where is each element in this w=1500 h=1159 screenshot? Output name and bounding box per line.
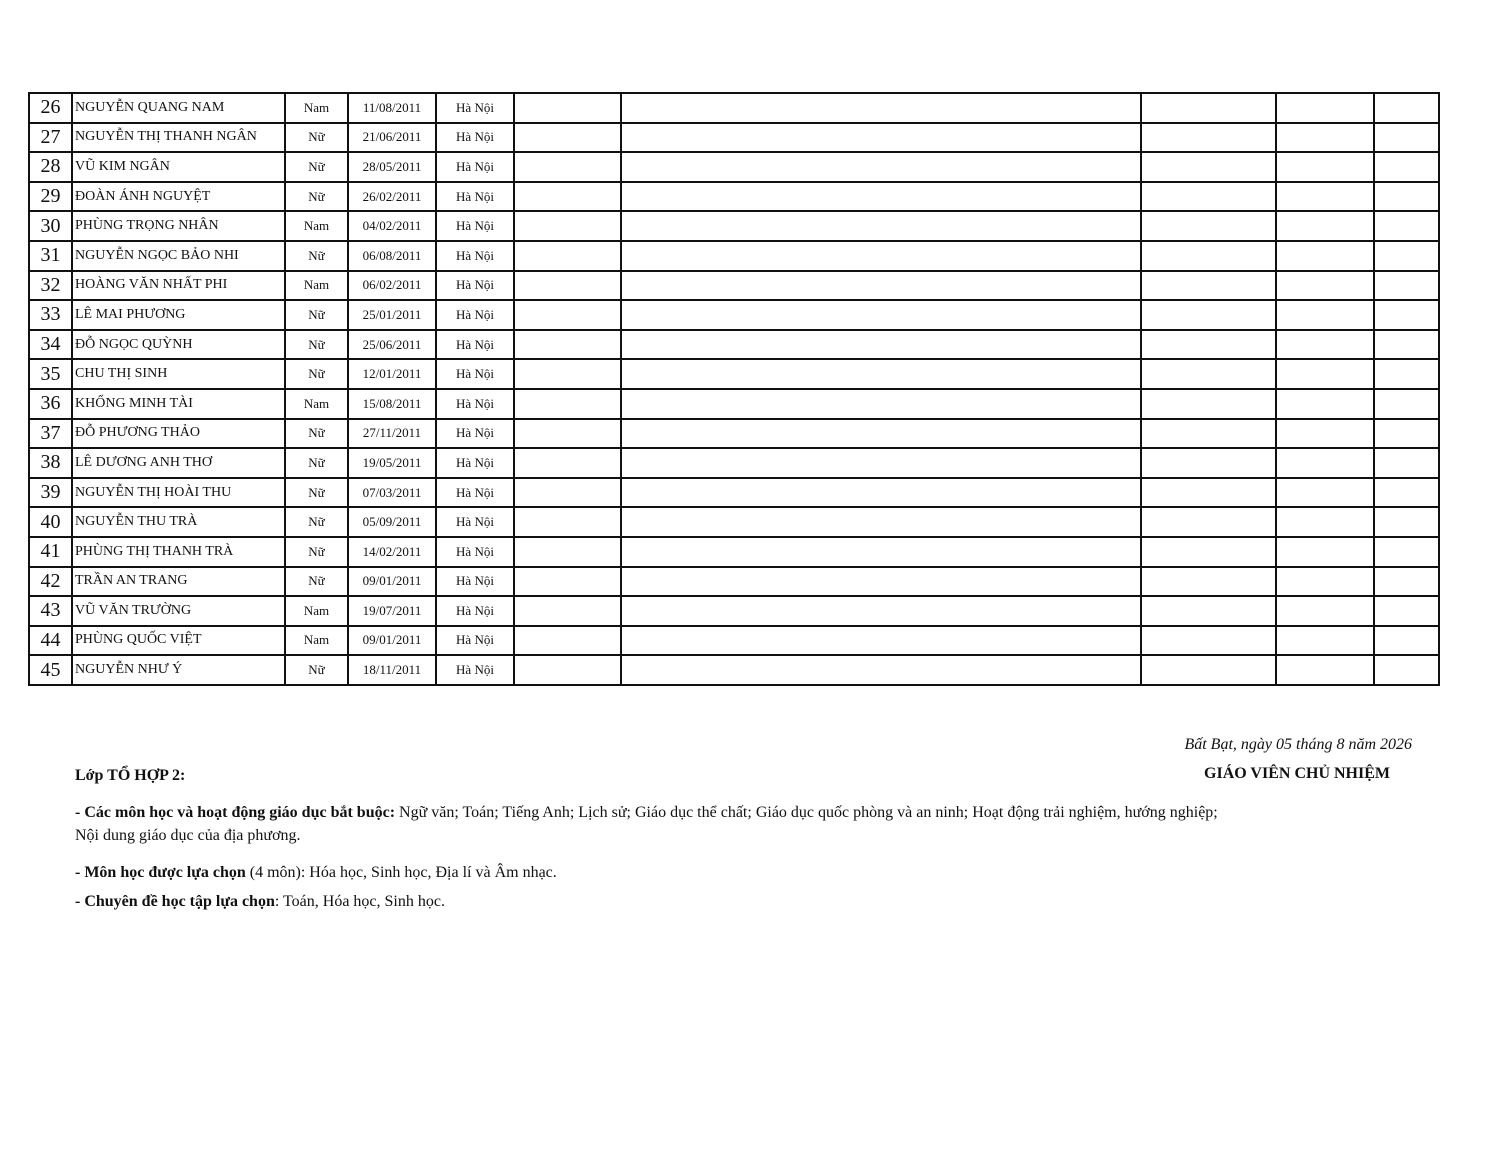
empty-cell xyxy=(514,655,621,685)
empty-cell xyxy=(621,330,1141,360)
empty-cell xyxy=(1276,567,1374,597)
student-birthdate: 06/02/2011 xyxy=(348,271,436,301)
row-number: 35 xyxy=(29,359,72,389)
student-name: LÊ MAI PHƯƠNG xyxy=(72,300,285,330)
student-name: NGUYỄN THU TRÀ xyxy=(72,507,285,537)
empty-cell xyxy=(621,211,1141,241)
student-birthplace: Hà Nội xyxy=(436,419,514,449)
student-birthdate: 25/01/2011 xyxy=(348,300,436,330)
empty-cell xyxy=(1141,330,1276,360)
row-number: 32 xyxy=(29,271,72,301)
empty-cell xyxy=(1374,300,1439,330)
class-title: Lớp TỔ HỢP 2: xyxy=(75,767,186,784)
row-number: 27 xyxy=(29,123,72,153)
empty-cell xyxy=(621,655,1141,685)
student-gender: Nữ xyxy=(285,152,348,182)
empty-cell xyxy=(1374,123,1439,153)
empty-cell xyxy=(514,537,621,567)
empty-cell xyxy=(621,123,1141,153)
empty-cell xyxy=(1374,596,1439,626)
elective-topics-note xyxy=(75,890,1235,913)
student-birthplace: Hà Nội xyxy=(436,300,514,330)
empty-cell xyxy=(1141,448,1276,478)
empty-cell xyxy=(1141,655,1276,685)
student-name: NGUYỄN NHƯ Ý xyxy=(72,655,285,685)
student-birthplace: Hà Nội xyxy=(436,330,514,360)
empty-cell xyxy=(1276,507,1374,537)
student-name: PHÙNG QUỐC VIỆT xyxy=(72,626,285,656)
empty-cell xyxy=(514,271,621,301)
student-birthdate: 12/01/2011 xyxy=(348,359,436,389)
empty-cell xyxy=(514,241,621,271)
row-number: 30 xyxy=(29,211,72,241)
empty-cell xyxy=(1374,389,1439,419)
student-birthplace: Hà Nội xyxy=(436,626,514,656)
table-row xyxy=(29,182,1439,212)
elective-subjects-lead: - Môn học được lựa chọn xyxy=(75,864,246,881)
row-number: 38 xyxy=(29,448,72,478)
empty-cell xyxy=(1374,507,1439,537)
student-name: LÊ DƯƠNG ANH THƠ xyxy=(72,448,285,478)
student-name: PHÙNG TRỌNG NHÂN xyxy=(72,211,285,241)
elective-topics-text: : Toán, Hóa học, Sinh học. xyxy=(274,893,445,910)
student-name: NGUYỄN THỊ THANH NGÂN xyxy=(72,123,285,153)
empty-cell xyxy=(514,448,621,478)
table-row xyxy=(29,93,1439,123)
student-birthplace: Hà Nội xyxy=(436,359,514,389)
empty-cell xyxy=(621,359,1141,389)
student-birthplace: Hà Nội xyxy=(436,241,514,271)
student-birthplace: Hà Nội xyxy=(436,567,514,597)
empty-cell xyxy=(621,271,1141,301)
student-name: VŨ VĂN TRƯỜNG xyxy=(72,596,285,626)
table-row xyxy=(29,537,1439,567)
student-birthplace: Hà Nội xyxy=(436,596,514,626)
empty-cell xyxy=(1276,655,1374,685)
empty-cell xyxy=(514,330,621,360)
table-row xyxy=(29,123,1439,153)
student-name: ĐỖ PHƯƠNG THẢO xyxy=(72,419,285,449)
empty-cell xyxy=(1141,596,1276,626)
empty-cell xyxy=(514,182,621,212)
empty-cell xyxy=(1276,300,1374,330)
student-birthplace: Hà Nội xyxy=(436,507,514,537)
empty-cell xyxy=(1141,241,1276,271)
empty-cell xyxy=(514,596,621,626)
empty-cell xyxy=(1276,626,1374,656)
student-birthdate: 07/03/2011 xyxy=(348,478,436,508)
empty-cell xyxy=(1374,448,1439,478)
student-birthdate: 18/11/2011 xyxy=(348,655,436,685)
empty-cell xyxy=(514,478,621,508)
row-number: 41 xyxy=(29,537,72,567)
empty-cell xyxy=(621,626,1141,656)
empty-cell xyxy=(1374,419,1439,449)
empty-cell xyxy=(1141,419,1276,449)
row-number: 43 xyxy=(29,596,72,626)
student-birthdate: 09/01/2011 xyxy=(348,626,436,656)
student-gender: Nữ xyxy=(285,359,348,389)
empty-cell xyxy=(1374,271,1439,301)
empty-cell xyxy=(621,182,1141,212)
empty-cell xyxy=(621,507,1141,537)
student-gender: Nữ xyxy=(285,300,348,330)
student-gender: Nam xyxy=(285,596,348,626)
empty-cell xyxy=(514,300,621,330)
row-number: 36 xyxy=(29,389,72,419)
table-row xyxy=(29,507,1439,537)
student-gender: Nam xyxy=(285,271,348,301)
empty-cell xyxy=(1141,300,1276,330)
empty-cell xyxy=(514,389,621,419)
student-gender: Nam xyxy=(285,211,348,241)
empty-cell xyxy=(1141,359,1276,389)
table-row xyxy=(29,152,1439,182)
empty-cell xyxy=(1374,211,1439,241)
student-birthdate: 28/05/2011 xyxy=(348,152,436,182)
empty-cell xyxy=(1276,93,1374,123)
empty-cell xyxy=(1141,537,1276,567)
student-gender: Nữ xyxy=(285,478,348,508)
table-row xyxy=(29,359,1439,389)
student-name: NGUYỄN THỊ HOÀI THU xyxy=(72,478,285,508)
empty-cell xyxy=(1374,567,1439,597)
empty-cell xyxy=(514,507,621,537)
empty-cell xyxy=(1374,93,1439,123)
student-birthdate: 05/09/2011 xyxy=(348,507,436,537)
row-number: 40 xyxy=(29,507,72,537)
empty-cell xyxy=(1276,241,1374,271)
student-birthdate: 19/07/2011 xyxy=(348,596,436,626)
table-row xyxy=(29,211,1439,241)
empty-cell xyxy=(1141,389,1276,419)
student-gender: Nam xyxy=(285,93,348,123)
student-birthdate: 26/02/2011 xyxy=(348,182,436,212)
student-gender: Nữ xyxy=(285,241,348,271)
row-number: 28 xyxy=(29,152,72,182)
row-number: 42 xyxy=(29,567,72,597)
student-table-body xyxy=(29,93,1439,685)
empty-cell xyxy=(514,93,621,123)
student-birthdate: 25/06/2011 xyxy=(348,330,436,360)
empty-cell xyxy=(621,300,1141,330)
student-name: KHỔNG MINH TÀI xyxy=(72,389,285,419)
student-name: HOÀNG VĂN NHẤT PHI xyxy=(72,271,285,301)
row-number: 45 xyxy=(29,655,72,685)
student-birthdate: 27/11/2011 xyxy=(348,419,436,449)
student-birthdate: 11/08/2011 xyxy=(348,93,436,123)
elective-topics-lead: - Chuyên đề học tập lựa chọn xyxy=(75,893,275,910)
empty-cell xyxy=(1276,359,1374,389)
row-number: 34 xyxy=(29,330,72,360)
empty-cell xyxy=(621,419,1141,449)
empty-cell xyxy=(1276,389,1374,419)
student-birthdate: 14/02/2011 xyxy=(348,537,436,567)
row-number: 31 xyxy=(29,241,72,271)
row-number: 29 xyxy=(29,182,72,212)
table-row xyxy=(29,271,1439,301)
student-birthplace: Hà Nội xyxy=(436,152,514,182)
empty-cell xyxy=(621,478,1141,508)
student-gender: Nữ xyxy=(285,330,348,360)
empty-cell xyxy=(1276,271,1374,301)
empty-cell xyxy=(1276,330,1374,360)
student-birthdate: 04/02/2011 xyxy=(348,211,436,241)
table-row xyxy=(29,448,1439,478)
elective-subjects-text: (4 môn): Hóa học, Sinh học, Địa lí và Âm nhạc. xyxy=(249,864,557,881)
empty-cell xyxy=(621,241,1141,271)
empty-cell xyxy=(1141,93,1276,123)
student-birthplace: Hà Nội xyxy=(436,478,514,508)
empty-cell xyxy=(1141,626,1276,656)
empty-cell xyxy=(621,448,1141,478)
student-birthplace: Hà Nội xyxy=(436,271,514,301)
student-gender: Nữ xyxy=(285,507,348,537)
student-birthplace: Hà Nội xyxy=(436,655,514,685)
empty-cell xyxy=(1141,182,1276,212)
student-name: PHÙNG THỊ THANH TRÀ xyxy=(72,537,285,567)
row-number: 37 xyxy=(29,419,72,449)
empty-cell xyxy=(1276,123,1374,153)
student-name: NGUYỄN NGỌC BẢO NHI xyxy=(72,241,285,271)
student-birthplace: Hà Nội xyxy=(436,211,514,241)
empty-cell xyxy=(1374,537,1439,567)
student-birthdate: 15/08/2011 xyxy=(348,389,436,419)
row-number: 26 xyxy=(29,93,72,123)
empty-cell xyxy=(1141,271,1276,301)
date-line: Bất Bạt, ngày 05 tháng 8 năm 2026 xyxy=(1184,736,1412,753)
student-name: TRẦN AN TRANG xyxy=(72,567,285,597)
student-gender: Nữ xyxy=(285,567,348,597)
table-row xyxy=(29,596,1439,626)
empty-cell xyxy=(514,359,621,389)
table-row xyxy=(29,389,1439,419)
student-birthplace: Hà Nội xyxy=(436,448,514,478)
empty-cell xyxy=(1374,330,1439,360)
student-gender: Nữ xyxy=(285,448,348,478)
elective-subjects-note xyxy=(75,861,1235,884)
empty-cell xyxy=(1141,152,1276,182)
row-number: 39 xyxy=(29,478,72,508)
empty-cell xyxy=(1374,359,1439,389)
empty-cell xyxy=(1374,478,1439,508)
required-subjects-text: Ngữ văn; Toán; Tiếng Anh; Lịch sử; Giáo dục thể chất; Giáo dục quốc phòng và an ninh; Hoạt động trải nghiệm, hướng nghiệp; Nội dung giáo dục của địa phương. xyxy=(75,804,1218,844)
empty-cell xyxy=(514,567,621,597)
table-row xyxy=(29,567,1439,597)
table-row xyxy=(29,626,1439,656)
table-row xyxy=(29,300,1439,330)
student-birthplace: Hà Nội xyxy=(436,537,514,567)
empty-cell xyxy=(1276,537,1374,567)
student-name: VŨ KIM NGÂN xyxy=(72,152,285,182)
empty-cell xyxy=(1374,182,1439,212)
empty-cell xyxy=(1276,448,1374,478)
empty-cell xyxy=(621,152,1141,182)
empty-cell xyxy=(514,419,621,449)
table-row xyxy=(29,419,1439,449)
table-row xyxy=(29,241,1439,271)
empty-cell xyxy=(514,152,621,182)
student-birthdate: 09/01/2011 xyxy=(348,567,436,597)
empty-cell xyxy=(1276,478,1374,508)
homeroom-teacher-title: GIÁO VIÊN CHỦ NHIỆM xyxy=(1204,765,1390,782)
empty-cell xyxy=(1276,182,1374,212)
student-birthdate: 21/06/2011 xyxy=(348,123,436,153)
student-birthplace: Hà Nội xyxy=(436,182,514,212)
student-list-table xyxy=(28,92,1440,686)
student-name: CHU THỊ SINH xyxy=(72,359,285,389)
row-number: 33 xyxy=(29,300,72,330)
empty-cell xyxy=(621,389,1141,419)
student-gender: Nữ xyxy=(285,123,348,153)
student-gender: Nữ xyxy=(285,182,348,212)
student-birthplace: Hà Nội xyxy=(436,123,514,153)
empty-cell xyxy=(621,596,1141,626)
empty-cell xyxy=(1141,507,1276,537)
student-name: ĐOÀN ÁNH NGUYỆT xyxy=(72,182,285,212)
table-row xyxy=(29,330,1439,360)
table-row xyxy=(29,478,1439,508)
empty-cell xyxy=(514,626,621,656)
required-subjects-lead: - Các môn học và hoạt động giáo dục bắt buộc: xyxy=(75,804,396,821)
row-number: 44 xyxy=(29,626,72,656)
empty-cell xyxy=(1276,152,1374,182)
empty-cell xyxy=(514,211,621,241)
empty-cell xyxy=(1374,655,1439,685)
student-gender: Nữ xyxy=(285,419,348,449)
empty-cell xyxy=(1374,626,1439,656)
empty-cell xyxy=(1141,123,1276,153)
student-birthplace: Hà Nội xyxy=(436,389,514,419)
empty-cell xyxy=(1276,596,1374,626)
student-gender: Nam xyxy=(285,389,348,419)
student-gender: Nam xyxy=(285,626,348,656)
empty-cell xyxy=(1141,567,1276,597)
student-gender: Nữ xyxy=(285,655,348,685)
empty-cell xyxy=(621,93,1141,123)
student-birthdate: 06/08/2011 xyxy=(348,241,436,271)
empty-cell xyxy=(514,123,621,153)
required-subjects-note xyxy=(75,801,1235,847)
empty-cell xyxy=(621,567,1141,597)
empty-cell xyxy=(1374,152,1439,182)
empty-cell xyxy=(1276,419,1374,449)
student-name: ĐỖ NGỌC QUỲNH xyxy=(72,330,285,360)
empty-cell xyxy=(1374,241,1439,271)
empty-cell xyxy=(1141,478,1276,508)
empty-cell xyxy=(621,537,1141,567)
student-birthplace: Hà Nội xyxy=(436,93,514,123)
empty-cell xyxy=(1141,211,1276,241)
student-name: NGUYỄN QUANG NAM xyxy=(72,93,285,123)
empty-cell xyxy=(1276,211,1374,241)
table-row xyxy=(29,655,1439,685)
student-gender: Nữ xyxy=(285,537,348,567)
student-birthdate: 19/05/2011 xyxy=(348,448,436,478)
